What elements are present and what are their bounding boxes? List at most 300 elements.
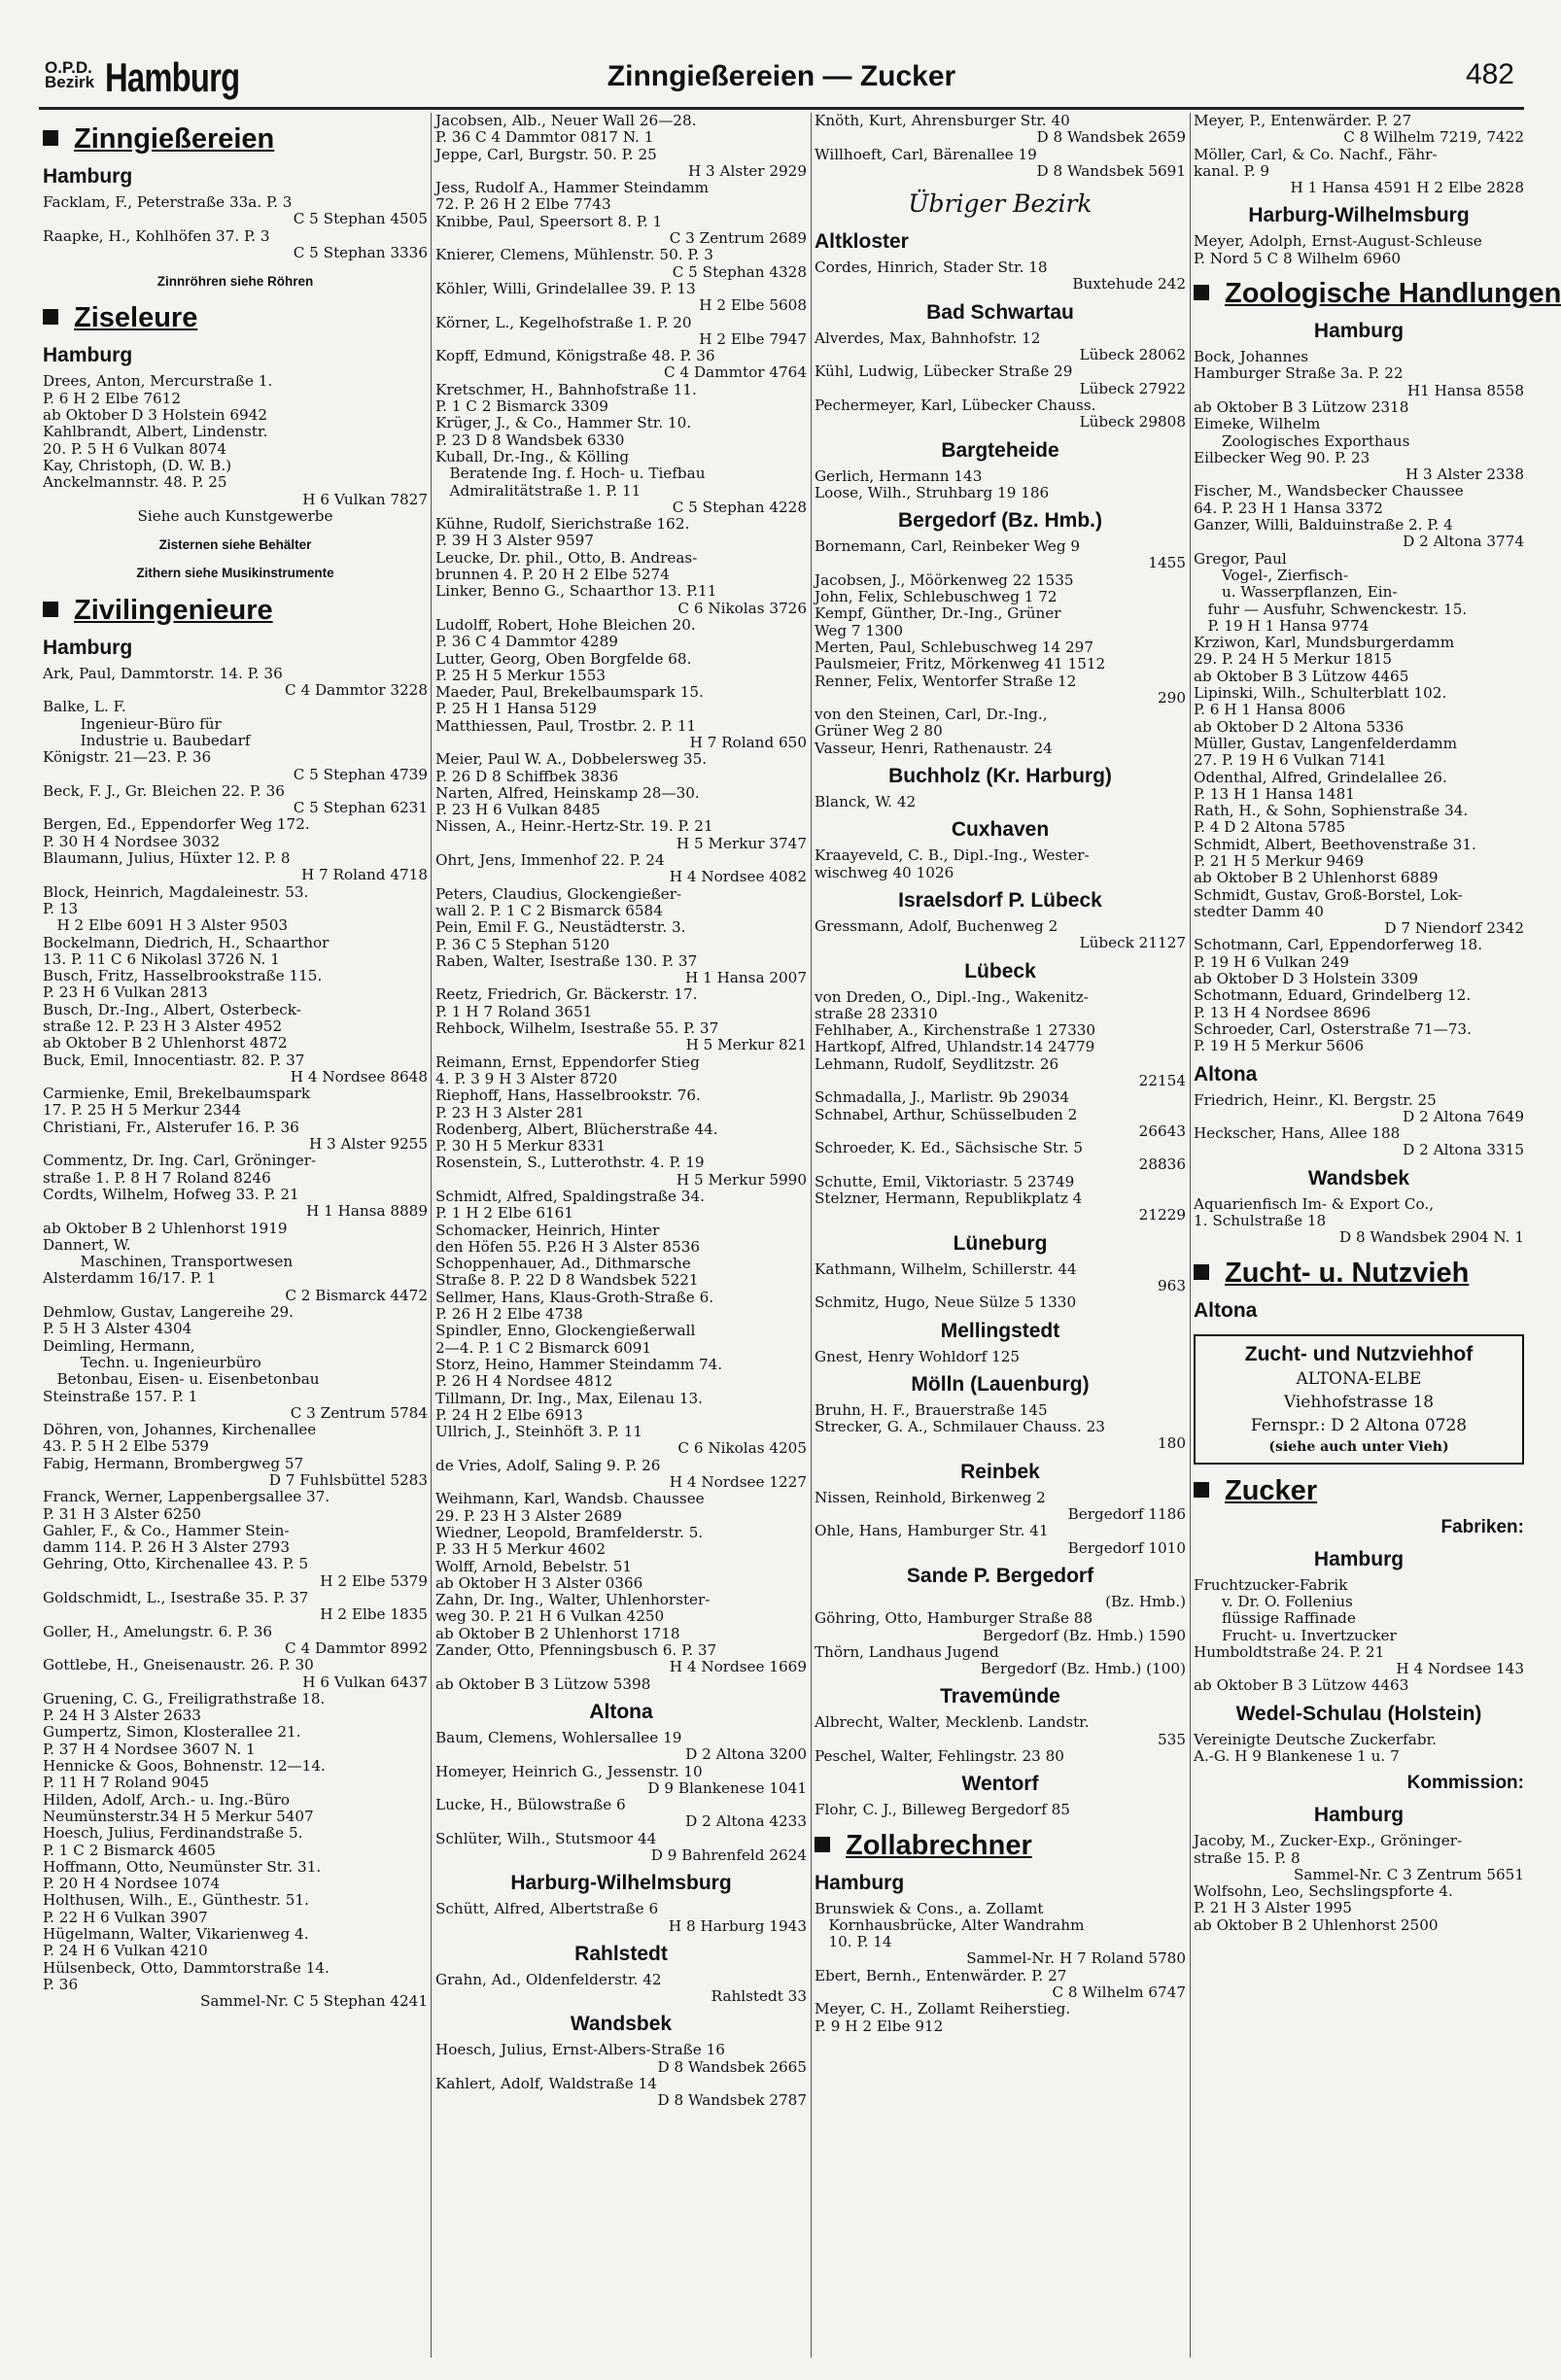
entry-phone-line: H 8 Harburg 1943 — [668, 1916, 807, 1935]
entry-phone-line: H 4 Nordsee 8648 — [290, 1067, 428, 1086]
entry-line: Köhler, Willi, Grindelallee 39. P. 13 — [435, 279, 696, 297]
entry-line: Ohrt, Jens, Immenhof 22. P. 24 — [435, 851, 665, 870]
entry-line: flüssige Raffinade — [1194, 1609, 1356, 1628]
entry-line: Schütt, Alfred, Albertstraße 6 — [435, 1900, 659, 1918]
entry-phone-line: Bergedorf (Bz. Hmb.) (100) — [980, 1660, 1186, 1678]
entry-line: P. 24 H 3 Alster 2633 — [43, 1707, 201, 1725]
entry-phone-line: Sammel-Nr. C 3 Zentrum 5651 — [1293, 1865, 1524, 1883]
entry-line: Gottlebe, H., Gneisenaustr. 26. P. 30 — [43, 1656, 314, 1674]
section-marker-icon — [1194, 1482, 1209, 1498]
entry-line: P. 39 H 3 Alster 9597 — [435, 532, 594, 550]
entry-line: Schmidt, Gustav, Groß-Borstel, Lok- — [1194, 885, 1463, 904]
section-marker-icon — [43, 602, 58, 617]
entry-line: Fischer, M., Wandsbecker Chaussee — [1194, 482, 1464, 500]
entry-line: ab Oktober B 2 Uhlenhorst 6889 — [1194, 869, 1439, 887]
entry-line: Meier, Paul W. A., Dobbelersweg 35. — [435, 750, 708, 769]
entry-line: P. 30 H 4 Nordsee 3032 — [43, 832, 221, 850]
section-title: Zinngießereien — [74, 123, 275, 155]
entry-line: P. 33 H 5 Merkur 4602 — [435, 1540, 607, 1559]
entry-line: P. 19 H 5 Merkur 5606 — [1194, 1037, 1365, 1055]
cross-reference: Zinnröhren siehe Röhren — [156, 274, 314, 290]
entry-line: Kahlbrandt, Albert, Lindenstr. — [43, 423, 268, 441]
subsection-label: Fabriken: — [1440, 1516, 1524, 1537]
entry-line: Dannert, W. — [43, 1235, 131, 1254]
entry-line: Gressmann, Adolf, Buchenweg 2 — [815, 916, 1058, 935]
entry-phone-line: Lübeck 28062 — [1079, 346, 1186, 364]
entry-line: u. Wasserpflanzen, Ein- — [1194, 583, 1398, 602]
entry-line: ab Oktober D 3 Holstein 3309 — [1194, 970, 1419, 988]
entry-line: Jeppe, Carl, Burgstr. 50. P. 25 — [435, 145, 657, 163]
entry-line: Schlüter, Wilh., Stutsmoor 44 — [435, 1829, 657, 1847]
entry-line: P. Nord 5 C 8 Wilhelm 6960 — [1194, 249, 1402, 267]
entry-line: P. 31 H 3 Alster 6250 — [43, 1504, 201, 1523]
entry-line: 13. P. 11 C 6 Nikolasl 3726 N. 1 — [43, 949, 280, 968]
header-rule — [39, 107, 1524, 110]
entry-phone-line: C 6 Nikolas 3726 — [677, 599, 807, 617]
city-heading: Hamburg — [43, 636, 133, 659]
city-heading: Altona — [1194, 1298, 1258, 1322]
entry-phone-line: H 6 Vulkan 7827 — [302, 490, 428, 508]
entry-phone-line: H 5 Merkur 3747 — [676, 834, 807, 852]
section-heading — [1194, 1474, 1524, 1507]
entry-line: Knierer, Clemens, Mühlenstr. 50. P. 3 — [435, 246, 713, 264]
entry-line: Vasseur, Henri, Rathenaustr. 24 — [815, 739, 1053, 757]
entry-line: Eilbecker Weg 90. P. 23 — [1194, 448, 1370, 466]
entry-phone-line: H 2 Elbe 1835 — [320, 1605, 428, 1624]
entry-line: ab Oktober B 2 Uhlenhorst 1718 — [435, 1624, 680, 1642]
entry-line: Blaumann, Julius, Hüxter 12. P. 8 — [43, 849, 291, 868]
entry-line: Riephoff, Hans, Hasselbrookstr. 76. — [435, 1087, 701, 1105]
entry-phone-line: C 3 Zentrum 5784 — [290, 1403, 428, 1422]
entry-line: Leucke, Dr. phil., Otto, B. Andreas- — [435, 548, 698, 567]
entry-line: wall 2. P. 1 C 2 Bismarck 6584 — [435, 901, 663, 919]
entry-line: Schroeder, K. Ed., Sächsische Str. 5 — [815, 1139, 1084, 1157]
entry-line: Pechermeyer, Karl, Lübecker Chauss. — [815, 396, 1096, 414]
entry-line: P. 5 H 3 Alster 4304 — [43, 1320, 192, 1338]
entry-line: Straße 8. P. 22 D 8 Wandsbek 5221 — [435, 1271, 699, 1290]
entry-phone-line: C 3 Zentrum 2689 — [669, 229, 807, 248]
entry-phone-line: H 5 Merkur 821 — [685, 1036, 807, 1054]
entry-line: Meyer, P., Entenwärder. P. 27 — [1194, 112, 1412, 129]
entry-line: Raapke, H., Kohlhöfen 37. P. 3 — [43, 226, 270, 245]
entry-phone-line: H 4 Nordsee 143 — [1396, 1660, 1524, 1678]
entry-line: Loose, Wilh., Struhbarg 19 186 — [815, 483, 1050, 501]
entry-phone-line: H 1 Hansa 4591 H 2 Elbe 2828 — [1290, 179, 1524, 197]
section-marker-icon — [815, 1837, 830, 1852]
entry-line: P. 21 H 3 Alster 1995 — [1194, 1899, 1352, 1917]
entry-line: straße 1. P. 8 H 7 Roland 8246 — [43, 1168, 271, 1187]
city-heading: Wandsbek — [570, 2013, 673, 2036]
city-heading: Hamburg — [43, 344, 133, 367]
city-heading: Wandsbek — [1307, 1166, 1410, 1190]
entry-line: Dehmlow, Gustav, Langereihe 29. — [43, 1303, 294, 1322]
entry-phone-line: H 3 Alster 2338 — [1405, 466, 1524, 484]
entry-line: Kempf, Günther, Dr.-Ing., Grüner — [815, 604, 1061, 623]
entry-line: Gerlich, Hermann 143 — [815, 466, 983, 485]
entry-line: Meyer, Adolph, Ernst-August-Schleuse — [1194, 232, 1482, 251]
city-heading: Hamburg — [1313, 320, 1405, 343]
entry-line: P. 23 H 6 Vulkan 8485 — [435, 801, 601, 819]
entry-line: Vogel-, Zierfisch- — [1194, 566, 1349, 584]
entry-phone-line: 963 — [1158, 1276, 1186, 1294]
entry-phone-line: H 2 Elbe 5608 — [699, 296, 807, 315]
entry-line: Rath, H., & Sohn, Sophienstraße 34. — [1194, 802, 1469, 820]
entry-line: Maeder, Paul, Brekelbaumspark 15. — [435, 683, 704, 702]
entry-line: Grüner Weg 2 80 — [815, 722, 943, 741]
entry-line: Busch, Fritz, Hasselbrookstraße 115. — [43, 967, 323, 985]
entry-line: Blanck, W. 42 — [815, 793, 917, 811]
entry-phone-line: C 4 Dammtor 4764 — [664, 363, 807, 382]
column-3 — [815, 113, 1186, 2358]
entry-phone-line: C 5 Stephan 3336 — [293, 243, 428, 261]
entry-line: ab Oktober H 3 Alster 0366 — [435, 1573, 643, 1592]
entry-line: Christiani, Fr., Alsterufer 16. P. 36 — [43, 1118, 299, 1136]
entry-line: ab Oktober D 3 Holstein 6942 — [43, 406, 268, 425]
entry-line: Kühl, Ludwig, Lübecker Straße 29 — [815, 362, 1073, 381]
entry-line: Cordes, Hinrich, Stader Str. 18 — [815, 259, 1048, 277]
entry-line: Gumpertz, Simon, Klosterallee 21. — [43, 1723, 301, 1742]
entry-phone-line: D 8 Wandsbek 2659 — [1036, 128, 1186, 147]
entry-line: von Dreden, O., Dipl.-Ing., Wakenitz- — [815, 987, 1089, 1006]
entry-line: Döhren, von, Johannes, Kirchenallee — [43, 1421, 317, 1439]
entry-line: Schnabel, Arthur, Schüsselbuden 2 — [815, 1105, 1078, 1123]
entry-line: Lehmann, Rudolf, Seydlitzstr. 26 — [815, 1054, 1059, 1073]
entry-phone-line: Lübeck 27922 — [1079, 379, 1186, 397]
entry-phone-line: H 3 Alster 2929 — [687, 161, 807, 180]
entry-line: Lipinski, Wilh., Schulterblatt 102. — [1194, 684, 1447, 703]
entry-line: Beratende Ing. f. Hoch- u. Tiefbau — [435, 465, 706, 483]
entry-line: Ludolff, Robert, Hohe Bleichen 20. — [435, 615, 696, 634]
entry-line: Renner, Felix, Wentorfer Straße 12 — [815, 672, 1077, 690]
entry-line: stedter Damm 40 — [1194, 902, 1324, 920]
entry-line: Hamburger Straße 3a. P. 22 — [1194, 364, 1404, 383]
entry-line: Goller, H., Amelungstr. 6. P. 36 — [43, 1622, 273, 1640]
entry-line: Betonbau, Eisen- u. Eisenbetonbau — [43, 1370, 320, 1389]
entry-phone-line: C 5 Stephan 6231 — [293, 799, 428, 817]
entry-line: P. 1 H 7 Roland 3651 — [435, 1002, 593, 1020]
entry-line: Hoesch, Julius, Ernst-Albers-Straße 16 — [435, 2041, 725, 2059]
entry-line: Zahn, Dr. Ing., Walter, Uhlenhorster- — [435, 1591, 711, 1609]
city-heading: Bergedorf (Bz. Hmb.) — [898, 509, 1102, 533]
city-heading: Lüneburg — [953, 1231, 1048, 1255]
city-heading: Mölln (Lauenburg) — [911, 1372, 1090, 1396]
entry-line: Weg 7 1300 — [815, 621, 904, 639]
city-heading: Altona — [589, 1700, 653, 1723]
entry-line: straße 15. P. 8 — [1194, 1848, 1301, 1867]
entry-line: Lucke, H., Bülowstraße 6 — [435, 1796, 626, 1814]
entry-line: P. 11 H 7 Roland 9045 — [43, 1774, 209, 1792]
entry-line: Thörn, Landhaus Jugend — [815, 1642, 999, 1661]
entry-line: Müller, Gustav, Langenfelderdamm — [1194, 734, 1458, 752]
entry-line: P. 36 — [43, 1975, 79, 1993]
entry-line: Ark, Paul, Dammtorstr. 14. P. 36 — [43, 664, 283, 682]
entry-line: P. 19 H 1 Hansa 9774 — [1194, 616, 1370, 635]
entry-line: Rosenstein, S., Lutterothstr. 4. P. 19 — [435, 1154, 705, 1172]
entry-line: Kopff, Edmund, Königstraße 48. P. 36 — [435, 347, 715, 365]
entry-phone-line: D 8 Wandsbek 5691 — [1036, 161, 1186, 180]
entry-line: Nissen, A., Heinr.-Hertz-Str. 19. P. 21 — [435, 817, 713, 836]
entry-line: Schotmann, Carl, Eppendorferweg 18. — [1194, 936, 1483, 954]
city-heading: Wentorf — [961, 1773, 1039, 1796]
city-heading: Hamburg — [43, 165, 133, 188]
entry-line: Jess, Rudolf A., Hammer Steindamm — [435, 179, 710, 197]
city-heading: Bad Schwartau — [926, 300, 1074, 324]
entry-line: 20. P. 5 H 6 Vulkan 8074 — [43, 439, 226, 458]
entry-line: Rodenberg, Albert, Blücherstraße 44. — [435, 1120, 718, 1138]
entry-line: ab Oktober B 2 Uhlenhorst 2500 — [1194, 1915, 1439, 1934]
entry-line: Balke, L. F. — [43, 698, 126, 716]
entry-phone-line: 1455 — [1148, 554, 1186, 572]
entry-line: straße 28 23310 — [815, 1004, 938, 1022]
entry-phone-line: Bergedorf 1010 — [1067, 1538, 1186, 1557]
entry-line: P. 24 H 2 Elbe 6913 — [435, 1405, 583, 1424]
entry-line: Flohr, C. J., Billeweg Bergedorf 85 — [815, 1801, 1070, 1819]
section-marker-icon — [43, 130, 58, 146]
entry-line: Steinstraße 157. P. 1 — [43, 1387, 198, 1405]
entry-line: Stelzner, Hermann, Republikplatz 4 — [815, 1190, 1083, 1208]
city-heading: Altona — [1194, 1062, 1258, 1086]
entry-line: Willhoeft, Carl, Bärenallee 19 — [815, 145, 1037, 163]
city-heading: Sande P. Bergedorf — [906, 1564, 1094, 1587]
column-divider — [1190, 113, 1191, 2358]
entry-line: damm 114. P. 26 H 3 Alster 2793 — [43, 1538, 291, 1557]
entry-phone-line: Sammel-Nr. C 5 Stephan 4241 — [199, 1992, 428, 2011]
entry-phone-line: C 5 Stephan 4505 — [293, 210, 428, 228]
entry-phone-line: 180 — [1158, 1434, 1186, 1453]
entry-line: ab Oktober B 3 Lützow 4465 — [1194, 667, 1409, 685]
entry-line: Rehbock, Wilhelm, Isestraße 55. P. 37 — [435, 1019, 719, 1038]
entry-line: ab Oktober B 3 Lützow 2318 — [1194, 397, 1409, 416]
entry-line: P. 4 D 2 Altona 5785 — [1194, 818, 1346, 837]
entry-line: P. 37 H 4 Nordsee 3607 N. 1 — [43, 1740, 256, 1758]
section-marker-icon — [43, 309, 58, 325]
section-marker-icon — [1194, 1264, 1209, 1280]
column-4 — [1194, 112, 1561, 2358]
entry-line: Frucht- u. Invertzucker — [1194, 1626, 1397, 1644]
section-heading — [43, 122, 428, 155]
entry-line: Meyer, C. H., Zollamt Reiherstieg. — [815, 2000, 1071, 2018]
entry-line: Hülsenbeck, Otto, Dammtorstraße 14. — [43, 1958, 330, 1977]
entry-line: Knibbe, Paul, Speersort 8. P. 1 — [435, 212, 663, 230]
entry-line: Deimling, Hermann, — [43, 1336, 195, 1355]
entry-line: brunnen 4. P. 20 H 2 Elbe 5274 — [435, 566, 670, 584]
entry-line: Eimeke, Wilhelm — [1194, 415, 1321, 433]
entry-line: Commentz, Dr. Ing. Carl, Gröninger- — [43, 1152, 317, 1170]
entry-line: fuhr — Ausfuhr, Schwenckestr. 15. — [1194, 600, 1468, 618]
entry-line: Bornemann, Carl, Reinbeker Weg 9 — [815, 537, 1081, 556]
entry-line: P. 9 H 2 Elbe 912 — [815, 2017, 944, 2035]
entry-line: P. 13 — [43, 899, 79, 917]
entry-line: Jacobsen, J., Möörkenweg 22 1535 — [815, 570, 1074, 589]
entry-line: P. 21 H 5 Merkur 9469 — [1194, 851, 1365, 870]
entry-line: Vereinigte Deutsche Zuckerfabr. — [1194, 1730, 1437, 1748]
entry-line: Wolfsohn, Leo, Sechslingspforte 4. — [1194, 1882, 1453, 1901]
entry-line: Cordts, Wilhelm, Hofweg 33. P. 21 — [43, 1185, 299, 1203]
entry-line: Ingenieur-Büro für — [43, 714, 222, 733]
entry-line: v. Dr. O. Follenius — [1194, 1592, 1353, 1610]
entry-line: P. 23 D 8 Wandsbek 6330 — [435, 431, 625, 449]
ad-subtitle: ALTONA-ELBE — [1296, 1368, 1422, 1389]
entry-line: P. 30 H 5 Merkur 8331 — [435, 1137, 607, 1156]
entry-phone-line: Bergedorf (Bz. Hmb.) 1590 — [982, 1626, 1186, 1644]
entry-line: Spindler, Enno, Glockengießerwall — [435, 1322, 696, 1340]
entry-line: kanal. P. 9 — [1194, 161, 1270, 180]
entry-phone-line: D 2 Altona 4233 — [685, 1812, 807, 1831]
entry-line: Kuball, Dr.-Ing., & Kölling — [435, 447, 630, 466]
see-also-note: Siehe auch Kunstgewerbe — [137, 506, 333, 525]
ad-address: Viehhofstrasse 18 — [1283, 1392, 1435, 1412]
entry-phone-line: D 2 Altona 3315 — [1403, 1141, 1524, 1159]
entry-line: Reetz, Friedrich, Gr. Bäckerstr. 17. — [435, 985, 698, 1004]
entry-line: Odenthal, Alfred, Grindelallee 26. — [1194, 768, 1447, 786]
entry-line: Raben, Walter, Isestraße 130. P. 37 — [435, 951, 698, 970]
entry-line: Bockelmann, Diedrich, H., Schaarthor — [43, 933, 330, 951]
city-heading: Rahlstedt — [574, 1942, 668, 1965]
entry-line: Neumünsterstr.34 H 5 Merkur 5407 — [43, 1807, 314, 1825]
entry-line: ab Oktober D 2 Altona 5336 — [1194, 717, 1405, 736]
entry-line: Zander, Otto, Pfenningsbusch 6. P. 37 — [435, 1641, 717, 1660]
entry-line: Fehlhaber, A., Kirchenstraße 1 27330 — [815, 1021, 1096, 1040]
entry-line: Techn. u. Ingenieurbüro — [43, 1353, 261, 1371]
entry-line: Drees, Anton, Mercurstraße 1. — [43, 372, 273, 391]
entry-phone-line: H 2 Elbe 7947 — [699, 329, 807, 348]
entry-line: Hartkopf, Alfred, Uhlandstr.14 24779 — [815, 1038, 1095, 1056]
entry-line: 29. P. 23 H 3 Alster 2689 — [435, 1506, 622, 1525]
section-title: Zoologische Handlungen — [1225, 278, 1561, 310]
section-title: Zollabrechner — [846, 1829, 1032, 1861]
entry-line: Kay, Christoph, (D. W. B.) — [43, 456, 232, 474]
entry-line: Facklam, F., Peterstraße 33a. P. 3 — [43, 193, 293, 211]
entry-line: Industrie u. Baubedarf — [43, 731, 251, 749]
entry-phone-line: (Bz. Hmb.) — [1105, 1592, 1186, 1610]
entry-line: Ohle, Hans, Hamburger Str. 41 — [815, 1522, 1049, 1540]
entry-line: Franck, Werner, Lappenbergsallee 37. — [43, 1488, 330, 1506]
entry-line: P. 1 C 2 Bismarck 3309 — [435, 397, 608, 416]
entry-line: Schotmann, Eduard, Grindelberg 12. — [1194, 986, 1472, 1005]
entry-line: Fruchtzucker-Fabrik — [1194, 1575, 1348, 1594]
entry-line: P. 25 H 5 Merkur 1553 — [435, 666, 607, 684]
city-heading: Cuxhaven — [951, 818, 1050, 842]
entry-line: Aquarienfisch Im- & Export Co., — [1194, 1194, 1435, 1213]
directory-page — [39, 47, 1561, 2360]
entry-phone-line: 21229 — [1138, 1206, 1186, 1224]
entry-line: Busch, Dr.-Ing., Albert, Osterbeck- — [43, 1000, 301, 1018]
entry-line: 4. P. 3 9 H 3 Alster 8720 — [435, 1069, 618, 1087]
column-1 — [43, 113, 428, 2358]
cross-reference: Zithern siehe Musikinstrumente — [136, 566, 334, 581]
entry-phone-line: 28836 — [1138, 1156, 1186, 1174]
ad-phone: Fernspr.: D 2 Altona 0728 — [1250, 1415, 1468, 1435]
ad-note: (siehe auch unter Vieh) — [1268, 1438, 1449, 1455]
entry-line: 27. P. 19 H 6 Vulkan 7141 — [1194, 751, 1387, 770]
entry-line: weg 30. P. 21 H 6 Vulkan 4250 — [435, 1607, 665, 1626]
entry-line: Lutter, Georg, Oben Borgfelde 68. — [435, 649, 692, 668]
entry-line: Humboldtstraße 24. P. 21 — [1194, 1642, 1385, 1661]
entry-line: John, Felix, Schlebuschweg 1 72 — [815, 588, 1058, 606]
entry-phone-line: Lübeck 29808 — [1079, 413, 1186, 431]
entry-line: Pein, Emil F. G., Neustädterstr. 3. — [435, 918, 686, 937]
page-number: 482 — [1465, 58, 1514, 90]
entry-line: Gregor, Paul — [1194, 549, 1287, 568]
entry-line: Nissen, Reinhold, Birkenweg 2 — [815, 1488, 1046, 1506]
entry-line: Schmitz, Hugo, Neue Sülze 5 1330 — [815, 1293, 1077, 1312]
entry-line: den Höfen 55. P.26 H 3 Alster 8536 — [435, 1237, 701, 1256]
entry-phone-line: H 4 Nordsee 1227 — [669, 1473, 807, 1492]
entry-line: 2—4. P. 1 C 2 Bismarck 6091 — [435, 1338, 652, 1357]
city-heading: Hamburg — [1313, 1804, 1405, 1827]
entry-line: 10. P. 14 — [815, 1933, 892, 1951]
entry-line: P. 19 H 6 Vulkan 249 — [1194, 952, 1349, 971]
entry-line: Reimann, Ernst, Eppendorfer Stieg — [435, 1052, 700, 1071]
entry-line: Anckelmannstr. 48. P. 25 — [43, 473, 227, 492]
entry-line: Alverdes, Max, Bahnhofstr. 12 — [815, 328, 1041, 347]
entry-line: Baum, Clemens, Wohlersallee 19 — [435, 1728, 682, 1746]
entry-line: ab Oktober B 2 Uhlenhorst 4872 — [43, 1034, 288, 1052]
entry-line: 29. P. 24 H 5 Merkur 1815 — [1194, 650, 1393, 669]
section-heading — [43, 301, 428, 334]
entry-line: Friedrich, Heinr., Kl. Bergstr. 25 — [1194, 1090, 1437, 1109]
entry-line: ab Oktober B 2 Uhlenhorst 1919 — [43, 1219, 288, 1237]
entry-line: Merten, Paul, Schlebuschweg 14 297 — [815, 638, 1094, 656]
entry-phone-line: D 2 Altona 7649 — [1403, 1107, 1524, 1125]
entry-line: P. 26 D 8 Schiffbek 3836 — [435, 767, 619, 785]
entry-line: Kühne, Rudolf, Sierichstraße 162. — [435, 515, 690, 534]
entry-phone-line: H1 Hansa 8558 — [1406, 381, 1524, 399]
entry-line: Beck, F. J., Gr. Bleichen 22. P. 36 — [43, 781, 285, 800]
section-title: Ziseleure — [74, 302, 198, 334]
entry-phone-line: H 1 Hansa 2007 — [685, 969, 807, 987]
city-heading: Bargteheide — [941, 438, 1059, 462]
entry-line: Schmidt, Alfred, Spaldingstraße 34. — [435, 1188, 705, 1205]
entry-line: Fabig, Hermann, Brombergweg 57 — [43, 1454, 304, 1472]
entry-line: P. 24 H 6 Vulkan 4210 — [43, 1942, 208, 1960]
advertisement-box — [1194, 1334, 1524, 1465]
entry-line: Peschel, Walter, Fehlingstr. 23 80 — [815, 1747, 1064, 1765]
entry-phone-line: D 7 Niendorf 2342 — [1384, 919, 1524, 938]
entry-phone-line: Buxtehude 242 — [1072, 275, 1186, 293]
entry-line: Knöth, Kurt, Ahrensburger Str. 40 — [815, 112, 1070, 129]
city-heading: Altkloster — [815, 230, 909, 254]
district-label: O.P.D. Bezirk — [45, 58, 95, 91]
entry-line: Schmadalla, J., Marlistr. 9b 29034 — [815, 1088, 1069, 1107]
entry-phone-line: 26643 — [1138, 1121, 1186, 1140]
entry-line: Hoffmann, Otto, Neumünster Str. 31. — [43, 1857, 322, 1876]
entry-line: P. 36 C 4 Dammtor 4289 — [435, 633, 618, 651]
entry-line: Bock, Johannes — [1194, 348, 1309, 366]
entry-line: P. 20 H 4 Nordsee 1074 — [43, 1875, 221, 1893]
entry-line: Königstr. 21—23. P. 36 — [43, 748, 212, 767]
column-divider — [811, 113, 812, 2358]
entry-phone-line: H 1 Hansa 8889 — [306, 1202, 428, 1221]
entry-phone-line: 22154 — [1138, 1071, 1186, 1089]
entry-line: Heckscher, Hans, Allee 188 — [1194, 1124, 1401, 1143]
entry-line: Hilden, Adolf, Arch.- u. Ing.-Büro — [43, 1790, 291, 1809]
entry-line: Narten, Alfred, Heinskamp 28—30. — [435, 783, 700, 802]
entry-phone-line: Bergedorf 1186 — [1067, 1505, 1186, 1524]
entry-line: Maschinen, Transportwesen — [43, 1253, 294, 1271]
entry-phone-line: C 5 Stephan 4228 — [672, 498, 807, 516]
city-heading: Hamburg — [1313, 1547, 1405, 1570]
section-title: Zucker — [1225, 1474, 1318, 1506]
entry-phone-line: C 2 Bismarck 4472 — [285, 1286, 428, 1304]
entry-line: Körner, L., Kegelhofstraße 1. P. 20 — [435, 313, 692, 331]
page-header — [39, 47, 1524, 101]
entry-line: 64. P. 23 H 1 Hansa 3372 — [1194, 499, 1383, 517]
entry-line: Ebert, Bernh., Entenwärder. P. 27 — [815, 1966, 1067, 1984]
entry-phone-line: H 3 Alster 9255 — [308, 1135, 428, 1154]
section-heading — [1194, 1257, 1524, 1290]
entry-phone-line: C 8 Wilhelm 6747 — [1052, 1983, 1186, 2002]
